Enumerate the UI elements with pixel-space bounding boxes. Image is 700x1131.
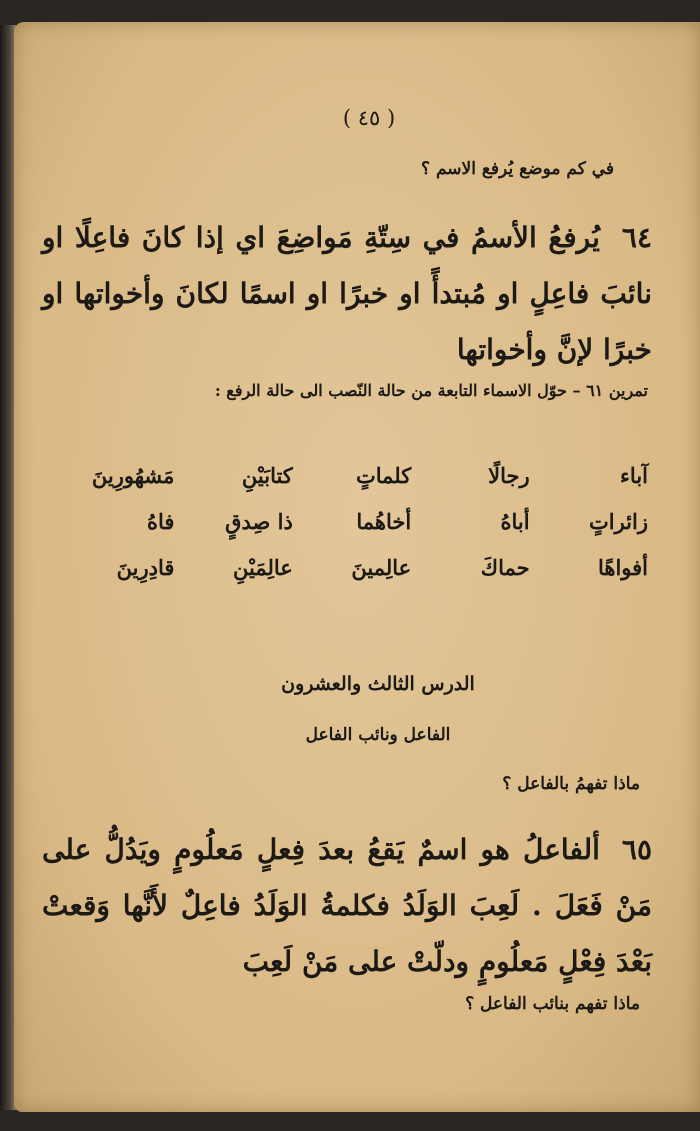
- paragraph-65: [42, 822, 652, 990]
- question-heading: ماذا تفهم بنائب الفاعل ؟: [465, 994, 640, 1014]
- exercise-word: فاهُ: [146, 509, 175, 534]
- book-page: [14, 22, 700, 1112]
- exercise-instruction: تمرين ٦١ – حوّل الاسماء التابعة من حالة النّصب الى حالة الرفع :: [214, 381, 648, 400]
- exercise-word: زائراتٍ: [588, 509, 648, 534]
- paragraph-number: ٦٤: [621, 221, 652, 254]
- exercise-word: ذا صِدقٍ: [225, 509, 293, 534]
- paragraph-text: ألفاعلُ هو اسمٌ يَقعُ بعدَ فِعلٍ مَعلُومٍ ويَدُلُّ على مَنْ فَعَلَ . لَعِبَ الوَلَدُ فكلمةُ الوَلَدُ فاعِلٌ لأَنَّها وَقعتْ بَعْدَ فِعْلٍ مَعلُومٍ ودلّتْ على مَنْ لَعِبَ: [42, 833, 652, 978]
- page-number: ( ٤٥ ): [342, 106, 396, 130]
- question-heading: ماذا تفهمُ بالفاعل ؟: [502, 774, 640, 794]
- exercise-word: رجالًا: [488, 463, 530, 488]
- exercise-word-grid: [56, 458, 648, 586]
- exercise-word: حماكَ: [480, 555, 530, 580]
- lesson-subtitle: الفاعل ونائب الفاعل: [305, 725, 451, 745]
- paragraph-text: يُرفعُ الأسمُ في سِتّةِ مَواضِعَ اي إذا كانَ فاعِلًا او نائبَ فاعِلٍ او مُبتدأً او خبرًا او اسمًا لكانَ وأخواتها او خبرًا لإنَّ وأخواتها: [42, 221, 652, 366]
- exercise-word: كلماتٍ: [355, 463, 412, 488]
- question-heading: في كم موضع يُرفع الاسم ؟: [421, 159, 614, 179]
- exercise-word: آباء: [620, 463, 648, 488]
- exercise-word: كتابَيْنِ: [241, 463, 293, 488]
- exercise-word: قادِرِينَ: [116, 555, 175, 580]
- exercise-word: أفواهًا: [597, 555, 648, 580]
- exercise-word: أخاهُما: [356, 509, 412, 534]
- lesson-title: الدرس الثالث والعشرون: [281, 673, 475, 695]
- exercise-word: أباهُ: [500, 509, 530, 534]
- paragraph-number: ٦٥: [621, 833, 652, 866]
- exercise-word: عالِمينَ: [351, 555, 412, 580]
- paragraph-64: [42, 210, 652, 378]
- exercise-word: مَشهُورِينَ: [91, 463, 175, 488]
- exercise-word: عالِمَيْنِ: [233, 555, 293, 580]
